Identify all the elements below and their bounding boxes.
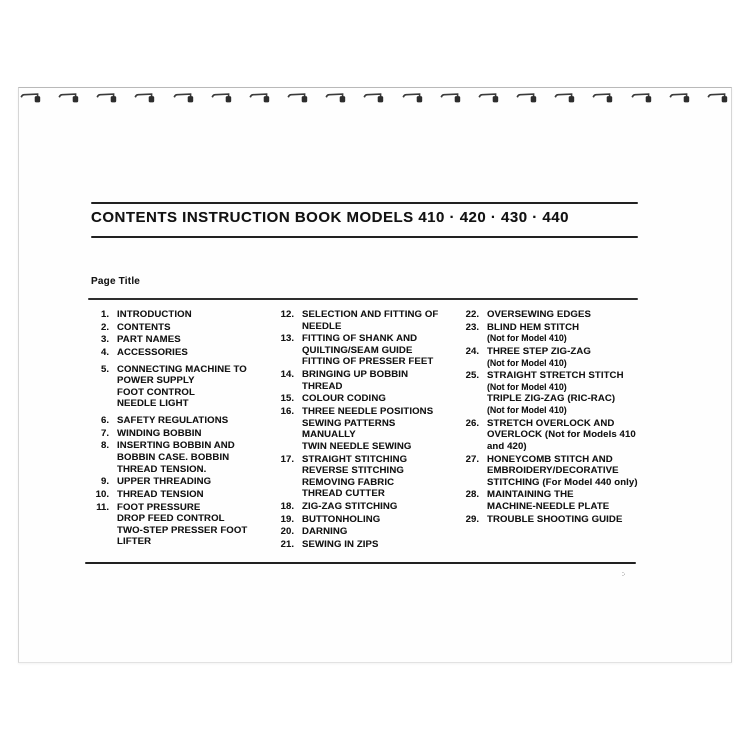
binding-loop-icon — [134, 90, 157, 106]
toc-item-lines — [117, 476, 274, 488]
toc-item-lines — [487, 370, 671, 416]
toc-item-lines — [117, 347, 274, 359]
toc-item-line: and 420) — [487, 440, 527, 452]
toc-item-lines — [302, 406, 459, 452]
toc-item-lines — [487, 418, 671, 453]
toc-item-lines — [117, 322, 274, 334]
page-title-column-label: Page Title — [91, 276, 141, 287]
toc-item-line: REVERSE STITCHING — [302, 465, 404, 477]
toc-item-number: 14. — [280, 369, 294, 381]
toc-item-line: (Not for Model 410) — [487, 405, 567, 416]
toc-item-number: 5. — [100, 363, 109, 375]
toc-item-number: 2. — [100, 321, 109, 333]
toc-item-number: 17. — [280, 453, 294, 465]
toc-item — [89, 489, 274, 501]
toc-item-line: INTRODUCTION — [117, 309, 192, 320]
toc-item-number: 21. — [280, 539, 294, 551]
toc-item — [274, 454, 459, 500]
toc-item-lines — [117, 489, 274, 501]
toc-item-number: 29. — [465, 513, 479, 525]
toc-item-number: 28. — [465, 489, 479, 501]
toc-item — [89, 415, 274, 427]
toc-item — [89, 428, 274, 440]
binding-loop-icon — [516, 90, 539, 106]
toc-item-lines — [117, 502, 274, 548]
binding-loop-icon — [402, 90, 425, 106]
binding-loop-icon — [249, 90, 272, 106]
binding-loop-icon — [554, 90, 577, 106]
toc-item-line: TROUBLE SHOOTING GUIDE — [487, 513, 623, 525]
toc-item-lines — [487, 489, 671, 512]
toc-item-number: 3. — [100, 334, 109, 346]
toc-item-line: DROP FEED CONTROL — [117, 513, 225, 525]
toc-item-line: THREAD CUTTER — [302, 488, 385, 500]
toc-item — [274, 393, 459, 405]
toc-item — [274, 501, 459, 513]
binding-loop-icon — [363, 90, 386, 106]
toc-item-line: NEEDLE — [302, 320, 342, 332]
toc-item-lines — [302, 526, 459, 538]
toc-item-line: FOOT CONTROL — [117, 386, 195, 398]
toc-item — [459, 370, 671, 416]
page-title: CONTENTS INSTRUCTION BOOK MODELS 410 · 420 · 430 · 440 — [91, 209, 569, 226]
toc-item-line: ZIG-ZAG STITCHING — [302, 501, 398, 513]
toc-item-number: 18. — [280, 501, 294, 513]
toc-item-lines — [302, 369, 459, 392]
binding-loop-icon — [631, 90, 654, 106]
column-header-rule — [88, 298, 638, 300]
toc-column-2 — [274, 309, 459, 552]
toc-item-lines — [117, 440, 274, 475]
toc-item-lines — [487, 322, 671, 345]
toc-item-number: 6. — [100, 415, 109, 427]
toc-item-line: COLOUR CODING — [302, 393, 386, 405]
toc-item-line: BLIND HEM STITCH — [487, 321, 580, 333]
toc-item-lines — [302, 514, 459, 526]
toc-item — [274, 514, 459, 526]
toc-item-line: STRAIGHT STITCHING — [302, 453, 408, 465]
toc-item — [89, 440, 274, 475]
header-bottom-rule — [91, 236, 638, 238]
binding-loop-icon — [669, 90, 692, 106]
toc-item-number: 23. — [465, 321, 479, 333]
instruction-book-page — [18, 87, 732, 663]
toc-item — [459, 514, 671, 526]
toc-item-number: 16. — [280, 406, 294, 418]
toc-item-lines — [302, 454, 459, 500]
binding-loop-icon — [592, 90, 615, 106]
toc-item-number: 27. — [465, 453, 479, 465]
toc-item — [89, 322, 274, 334]
toc-item-number: 9. — [100, 476, 109, 488]
binding-loop-icon — [440, 90, 463, 106]
toc-item — [274, 539, 459, 551]
toc-item-lines — [117, 428, 274, 440]
toc-item-line: THREE NEEDLE POSITIONS — [302, 406, 434, 418]
toc-item — [274, 526, 459, 538]
toc-item-number: 22. — [465, 309, 479, 320]
toc-item-number: 11. — [96, 501, 109, 513]
toc-item-line: THREAD TENSION — [117, 488, 204, 500]
toc-item — [459, 454, 671, 489]
scan-artifact: :· — [622, 571, 626, 578]
toc-item-line: TRIPLE ZIG-ZAG (RIC-RAC) — [487, 393, 616, 405]
toc-item-lines — [117, 309, 274, 321]
toc-item-line: (Not for Model 410) — [487, 381, 567, 392]
toc-item-line: MAINTAINING THE — [487, 489, 574, 501]
toc-item-number: 12. — [280, 309, 294, 320]
toc-item-line: BRINGING UP BOBBIN — [302, 369, 409, 381]
binding-loop-icon — [287, 90, 310, 106]
toc-item-line: STITCHING (For Model 440 only) — [487, 476, 638, 488]
binding-loop-icon — [20, 90, 43, 106]
toc-item — [459, 322, 671, 345]
toc-item-line: FITTING OF PRESSER FEET — [302, 356, 434, 368]
spiral-binding — [20, 90, 730, 107]
toc-item-line: OVERLOCK (Not for Models 410 — [487, 429, 636, 441]
toc-item-line: THREAD — [302, 380, 343, 392]
toc-item — [274, 369, 459, 392]
toc-item-line: HONEYCOMB STITCH AND — [487, 453, 613, 465]
header-top-rule — [91, 202, 638, 204]
toc-item-number: 13. — [280, 333, 294, 345]
toc-item — [274, 406, 459, 452]
toc-item — [459, 346, 671, 369]
toc-item-number: 19. — [280, 513, 294, 525]
toc-item-line: MACHINE-NEEDLE PLATE — [487, 501, 610, 513]
toc-item-line: STRAIGHT STRETCH STITCH — [487, 370, 624, 382]
content-bottom-rule — [85, 562, 636, 564]
toc-item — [89, 334, 274, 346]
binding-loop-icon — [96, 90, 119, 106]
toc-item-lines — [302, 393, 459, 405]
toc-item-number: 20. — [280, 526, 294, 538]
toc-item-number: 24. — [465, 345, 479, 357]
toc-item-number: 4. — [100, 347, 109, 359]
toc-item-line: NEEDLE LIGHT — [117, 398, 189, 410]
toc-item — [274, 333, 459, 368]
toc-item-lines — [302, 333, 459, 368]
toc-item-line: SAFETY REGULATIONS — [117, 415, 229, 427]
toc-item — [89, 347, 274, 359]
binding-loop-icon — [325, 90, 348, 106]
toc-item-number: 10. — [95, 488, 109, 500]
toc-item-number: 26. — [465, 417, 479, 429]
toc-item-number: 25. — [465, 370, 479, 382]
toc-item-line: STRETCH OVERLOCK AND — [487, 417, 615, 429]
toc-item-line: BUTTONHOLING — [302, 513, 381, 525]
binding-loop-icon — [173, 90, 196, 106]
toc-item — [459, 418, 671, 453]
toc-item-line: REMOVING FABRIC — [302, 476, 395, 488]
toc-item-number: 8. — [100, 440, 109, 452]
toc-item-line: TWO-STEP PRESSER FOOT — [117, 524, 248, 536]
toc-item-line: FOOT PRESSURE — [117, 501, 201, 513]
toc-item-line: THREAD TENSION. — [117, 463, 207, 475]
toc-item-line: MANUALLY — [302, 429, 356, 441]
binding-loop-icon — [211, 90, 234, 106]
toc-item-line: SELECTION AND FITTING OF — [302, 309, 439, 320]
toc-item-lines — [487, 454, 671, 489]
toc-item-lines — [117, 334, 274, 346]
toc-item-line: LIFTER — [117, 536, 152, 548]
toc-item-line: (Not for Model 410) — [487, 357, 567, 368]
toc-item-lines — [302, 501, 459, 513]
toc-item-line: THREE STEP ZIG-ZAG — [487, 345, 591, 357]
toc-item-lines — [302, 309, 459, 332]
toc-item-line: UPPER THREADING — [117, 476, 212, 488]
toc-item-lines — [302, 539, 459, 551]
toc-item — [274, 309, 459, 332]
toc-item — [89, 309, 274, 321]
toc-item-line: SEWING IN ZIPS — [302, 539, 379, 551]
toc-column-1 — [89, 309, 274, 549]
toc-item-line: INSERTING BOBBIN AND — [117, 440, 235, 452]
toc-item-line: CONNECTING MACHINE TO — [117, 363, 247, 375]
toc-item-line: TWIN NEEDLE SEWING — [302, 440, 412, 452]
toc-item-line: DARNING — [302, 526, 348, 538]
toc-item-lines — [117, 364, 274, 410]
toc-item-line: ACCESSORIES — [117, 347, 188, 359]
toc-item-number: 7. — [100, 427, 109, 439]
toc-item-line: POWER SUPPLY — [117, 375, 195, 387]
toc-item — [459, 309, 671, 321]
toc-item-line: OVERSEWING EDGES — [487, 309, 591, 320]
binding-loop-icon — [478, 90, 501, 106]
toc-item — [89, 476, 274, 488]
toc-item-line: CONTENTS — [117, 321, 171, 333]
toc-item-line: WINDING BOBBIN — [117, 427, 202, 439]
toc-item-number: 1. — [100, 309, 109, 320]
toc-item-lines — [487, 346, 671, 369]
toc-item — [89, 364, 274, 410]
toc-item-line: EMBROIDERY/DECORATIVE — [487, 465, 619, 477]
toc-item-line: (Not for Model 410) — [487, 333, 567, 344]
toc-item — [459, 489, 671, 512]
toc-item-lines — [117, 415, 274, 427]
toc-item-number: 15. — [280, 393, 294, 405]
toc-item — [89, 502, 274, 548]
toc-item-line: FITTING OF SHANK AND — [302, 333, 418, 345]
toc-item-lines — [487, 514, 671, 526]
binding-loop-icon — [58, 90, 81, 106]
toc-item-line: QUILTING/SEAM GUIDE — [302, 344, 413, 356]
toc-item-line: PART NAMES — [117, 334, 181, 346]
toc-item-line: BOBBIN CASE. BOBBIN — [117, 452, 230, 463]
toc-column-3 — [459, 309, 671, 526]
binding-loop-icon — [707, 90, 730, 106]
toc-item-line: SEWING PATTERNS — [302, 417, 396, 429]
toc-item-lines — [487, 309, 671, 321]
